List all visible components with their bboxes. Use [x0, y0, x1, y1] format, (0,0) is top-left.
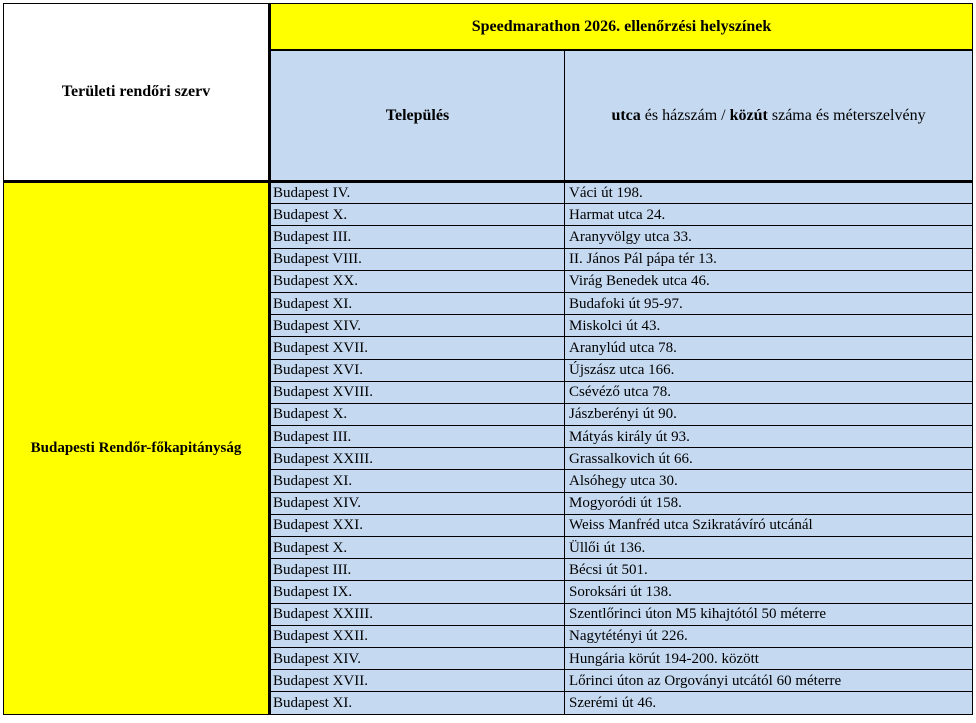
- address-cell: Szerémi út 46.: [565, 692, 973, 714]
- settlement-cell: Budapest X.: [270, 204, 565, 226]
- table-title: Speedmarathon 2026. ellenőrzési helyszínek: [270, 4, 973, 51]
- address-cell: Bécsi út 501.: [565, 559, 973, 581]
- police-unit-cell: Budapesti Rendőr-főkapitányság: [4, 182, 270, 715]
- settlement-cell: Budapest XXII.: [270, 625, 565, 647]
- address-cell: Budafoki út 95-97.: [565, 292, 973, 314]
- settlement-cell: Budapest III.: [270, 559, 565, 581]
- header-address-end: száma és méterszelvény: [767, 106, 926, 124]
- settlement-cell: Budapest XI.: [270, 692, 565, 714]
- address-cell: Aranyvölgy utca 33.: [565, 226, 973, 248]
- address-cell: Szentlőrinci úton M5 kihajtótól 50 méterre: [565, 603, 973, 625]
- locations-table: [3, 3, 973, 715]
- settlement-cell: Budapest XVIII.: [270, 381, 565, 403]
- settlement-cell: Budapest XXIII.: [270, 603, 565, 625]
- settlement-cell: Budapest IV.: [270, 182, 565, 204]
- address-cell: Jászberényi út 90.: [565, 403, 973, 425]
- settlement-cell: Budapest XXI.: [270, 514, 565, 536]
- address-cell: Újszász utca 166.: [565, 359, 973, 381]
- settlement-cell: Budapest XVI.: [270, 359, 565, 381]
- header-settlement: [270, 50, 565, 181]
- address-cell: Lőrinci úton az Orgoványi utcától 60 méterre: [565, 670, 973, 692]
- settlement-cell: Budapest XIV.: [270, 492, 565, 514]
- header-address-mid: és házszám /: [640, 106, 730, 124]
- address-cell: Aranylúd utca 78.: [565, 337, 973, 359]
- address-cell: Harmat utca 24.: [565, 204, 973, 226]
- address-cell: Alsóhegy utca 30.: [565, 470, 973, 492]
- header-police-unit: Területi rendőri szerv: [4, 4, 270, 182]
- address-cell: Miskolci út 43.: [565, 315, 973, 337]
- header-address: [565, 50, 973, 181]
- settlement-cell: Budapest X.: [270, 403, 565, 425]
- settlement-cell: Budapest III.: [270, 226, 565, 248]
- settlement-cell: Budapest XXIII.: [270, 448, 565, 470]
- settlement-cell: Budapest XVII.: [270, 670, 565, 692]
- settlement-cell: Budapest XIV.: [270, 315, 565, 337]
- settlement-cell: Budapest XI.: [270, 292, 565, 314]
- settlement-cell: Budapest III.: [270, 426, 565, 448]
- address-cell: Mátyás király út 93.: [565, 426, 973, 448]
- address-cell: Váci út 198.: [565, 182, 973, 204]
- settlement-cell: Budapest VIII.: [270, 248, 565, 270]
- header-settlement-label: Település: [385, 106, 450, 124]
- address-cell: Hungária körút 194-200. között: [565, 647, 973, 669]
- header-address-bold-road: közút: [729, 106, 768, 124]
- header-address-bold-street: utca: [611, 106, 641, 124]
- settlement-cell: Budapest XI.: [270, 470, 565, 492]
- address-cell: II. János Pál pápa tér 13.: [565, 248, 973, 270]
- address-cell: Üllői út 136.: [565, 537, 973, 559]
- settlement-cell: Budapest X.: [270, 537, 565, 559]
- address-cell: Mogyoródi út 158.: [565, 492, 973, 514]
- address-cell: Virág Benedek utca 46.: [565, 270, 973, 292]
- settlement-cell: Budapest XIV.: [270, 647, 565, 669]
- address-cell: Csévéző utca 78.: [565, 381, 973, 403]
- address-cell: Weiss Manfréd utca Szikratávíró utcánál: [565, 514, 973, 536]
- settlement-cell: Budapest XX.: [270, 270, 565, 292]
- table-row: [4, 182, 973, 204]
- address-cell: Grassalkovich út 66.: [565, 448, 973, 470]
- address-cell: Nagytétényi út 226.: [565, 625, 973, 647]
- settlement-cell: Budapest IX.: [270, 581, 565, 603]
- address-cell: Soroksári út 138.: [565, 581, 973, 603]
- settlement-cell: Budapest XVII.: [270, 337, 565, 359]
